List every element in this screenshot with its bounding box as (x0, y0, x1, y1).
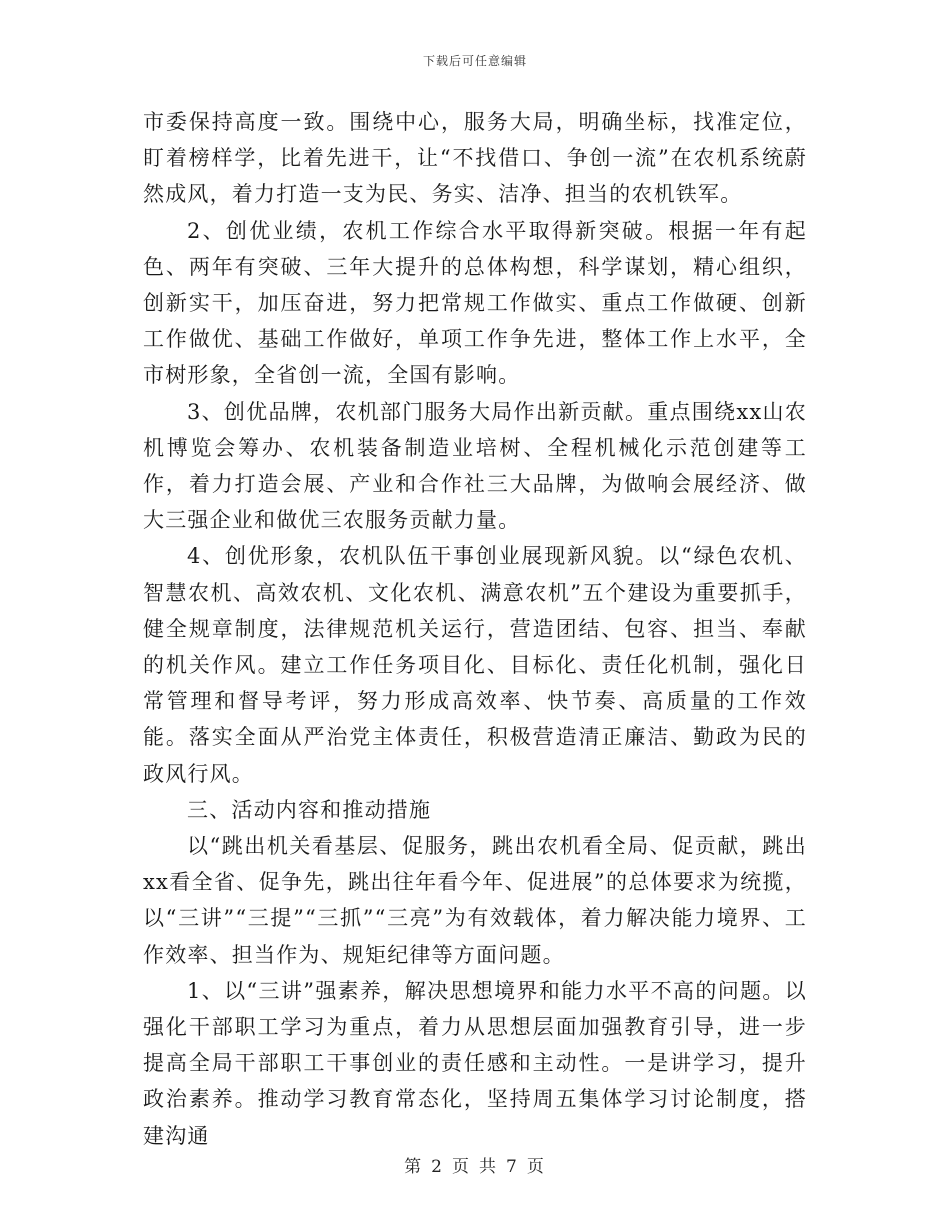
paragraph-item-2: 2、创优业绩，农机工作综合水平取得新突破。根据一年有起色、两年有突破、三年大提升的总体构想，科学谋划，精心组织，创新实干，加压奋进，努力把常规工作做实、重点工作做硬、创新工作做优、基础工作做好，单项工作争先进，整体工作上水平，全市树形象，全省创一流，全国有影响。 (143, 218, 807, 388)
footer-suffix: 页 (526, 1157, 546, 1177)
paragraph-section-intro: 以“跳出机关看基层、促服务，跳出农机看全局、促贡献，跳出xx看全省、促争先，跳出往年看今年、促进展”的总体要求为统揽，以“三讲”“三提”“三抓”“三亮”为有效载体，着力解决能力境界、工作效率、担当作为、规矩纪律等方面问题。 (143, 834, 807, 967)
footer-current-page: 2 (431, 1157, 444, 1177)
page-header-note: 下载后可任意编辑 (422, 54, 527, 68)
footer-total-word: 共 (479, 1157, 498, 1177)
footer-prefix: 第 (404, 1157, 424, 1177)
paragraph-item-3: 3、创优品牌，农机部门服务大局作出新贡献。重点围绕xx山农机博览会筹办、农机装备制造业培树、全程机械化示范创建等工作，着力打造会展、产业和合作社三大品牌，为做响会展经济、做大三强企业和做优三农服务贡献力量。 (143, 399, 807, 533)
paragraph-item-1: 1、以“三讲”强素养，解决思想境界和能力水平不高的问题。以强化干部职工学习为重点，着力从思想层面加强教育引导，进一步提高全局干部职工干事创业的责任感和主动性。一是讲学习，提升政治素养。推动学习教育常态化，坚持周五集体学习讨论制度，搭建沟通 (143, 978, 807, 1148)
footer-total-pages: 7 (506, 1157, 519, 1177)
paragraph-continuation: 市委保持高度一致。围绕中心，服务大局，明确坐标，找准定位，盯着榜样学，比着先进干，让“不找借口、争创一流”在农机系统蔚然成风，着力打造一支为民、务实、洁净、担当的农机铁军。 (143, 110, 807, 207)
section-heading-3: 三、活动内容和推动措施 (187, 797, 432, 822)
paragraph-item-4: 4、创优形象，农机队伍干事创业展现新风貌。以“绿色农机、智慧农机、高效农机、文化农机、满意农机”五个建设为重要抓手，健全规章制度，法律规范机关运行，营造团结、包容、担当、奉献的机关作风。建立工作任务项目化、目标化、责任化机制，强化日常管理和督导考评，努力形成高效率、快节奏、高质量的工作效能。落实全面从严治党主体责任，积极营造清正廉洁、勤政为民的政风行风。 (143, 544, 807, 786)
document-body (143, 104, 807, 1154)
footer-page-word: 页 (452, 1157, 471, 1177)
page-footer (0, 1152, 950, 1177)
